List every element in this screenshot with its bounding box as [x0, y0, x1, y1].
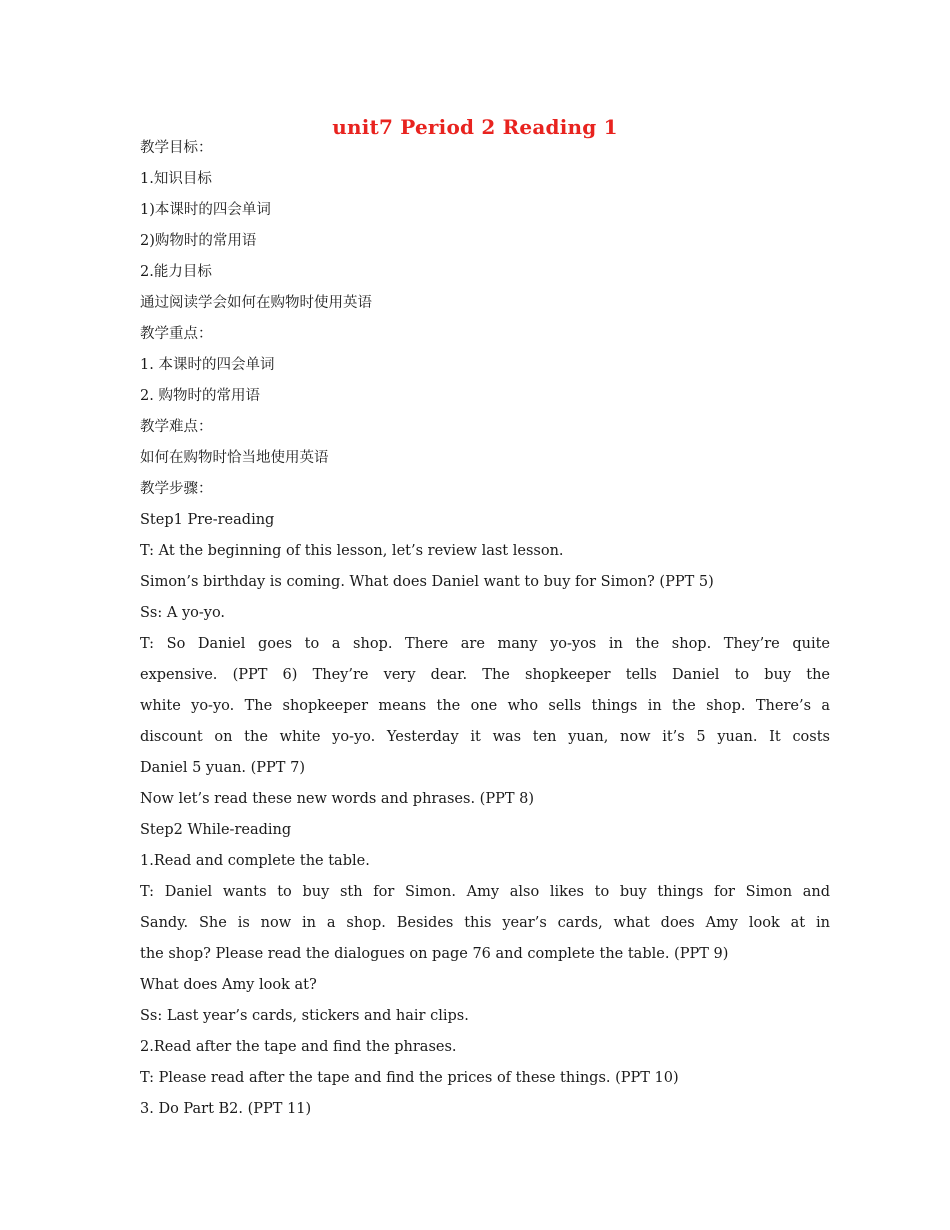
text-line: 教学难点： [140, 419, 213, 435]
text-line: 1)本课时的四会单词 [140, 202, 271, 218]
text-line: Ss: Last year’s cards, stickers and hair clips. [140, 1008, 469, 1024]
text-line: Simon’s birthday is coming. What does Daniel want to buy for Simon? (PPT 5) [140, 574, 714, 590]
text-line: Step1 Pre-reading [140, 512, 275, 528]
text-line: T: Daniel wants to buy sth for Simon. Amy also likes to buy things for Simon and [140, 884, 830, 900]
text-line: Sandy. She is now in a shop. Besides this year’s cards, what does Amy look at in [140, 915, 830, 931]
text-line: Daniel 5 yuan. (PPT 7) [140, 760, 305, 776]
text-line: 教学重点： [140, 326, 213, 342]
text-line: Step2 While-reading [140, 822, 292, 838]
text-line: T: So Daniel goes to a shop. There are many yo-yos in the shop. They’re quite [140, 636, 830, 652]
text-line: 2.能力目标 [140, 264, 212, 280]
text-line: 2. 购物时的常用语 [140, 388, 260, 404]
text-line: T: At the beginning of this lesson, let’s review last lesson. [140, 543, 564, 559]
text-line: What does Amy look at? [140, 977, 317, 993]
text-line: white yo-yo. The shopkeeper means the one who sells things in the shop. There’s a [140, 698, 830, 714]
text-line: the shop? Please read the dialogues on page 76 and complete the table. (PPT 9) [140, 946, 729, 962]
text-line: 1.知识目标 [140, 171, 212, 187]
document-title: unit7 Period 2 Reading 1 [332, 115, 618, 139]
text-line: 2.Read after the tape and find the phrases. [140, 1039, 457, 1055]
text-line: 3. Do Part B2. (PPT 11) [140, 1101, 312, 1117]
text-line: Now let’s read these new words and phrases. (PPT 8) [140, 791, 534, 807]
text-line: 如何在购物时恰当地使用英语 [140, 450, 329, 466]
text-line: expensive. (PPT 6) They’re very dear. The shopkeeper tells Daniel to buy the [140, 667, 830, 683]
document-body [140, 133, 830, 1125]
text-line: 教学步骤： [140, 481, 213, 497]
text-line: 教学目标： [140, 140, 213, 156]
text-line: T: Please read after the tape and find the prices of these things. (PPT 10) [140, 1070, 679, 1086]
text-line: 通过阅读学会如何在购物时使用英语 [140, 295, 372, 311]
text-line: 1. 本课时的四会单词 [140, 357, 275, 373]
text-line: Ss: A yo-yo. [140, 605, 226, 621]
text-line: 2)购物时的常用语 [140, 233, 257, 249]
text-line: 1.Read and complete the table. [140, 853, 370, 869]
text-line: discount on the white yo-yo. Yesterday it was ten yuan, now it’s 5 yuan. It costs [140, 729, 830, 745]
